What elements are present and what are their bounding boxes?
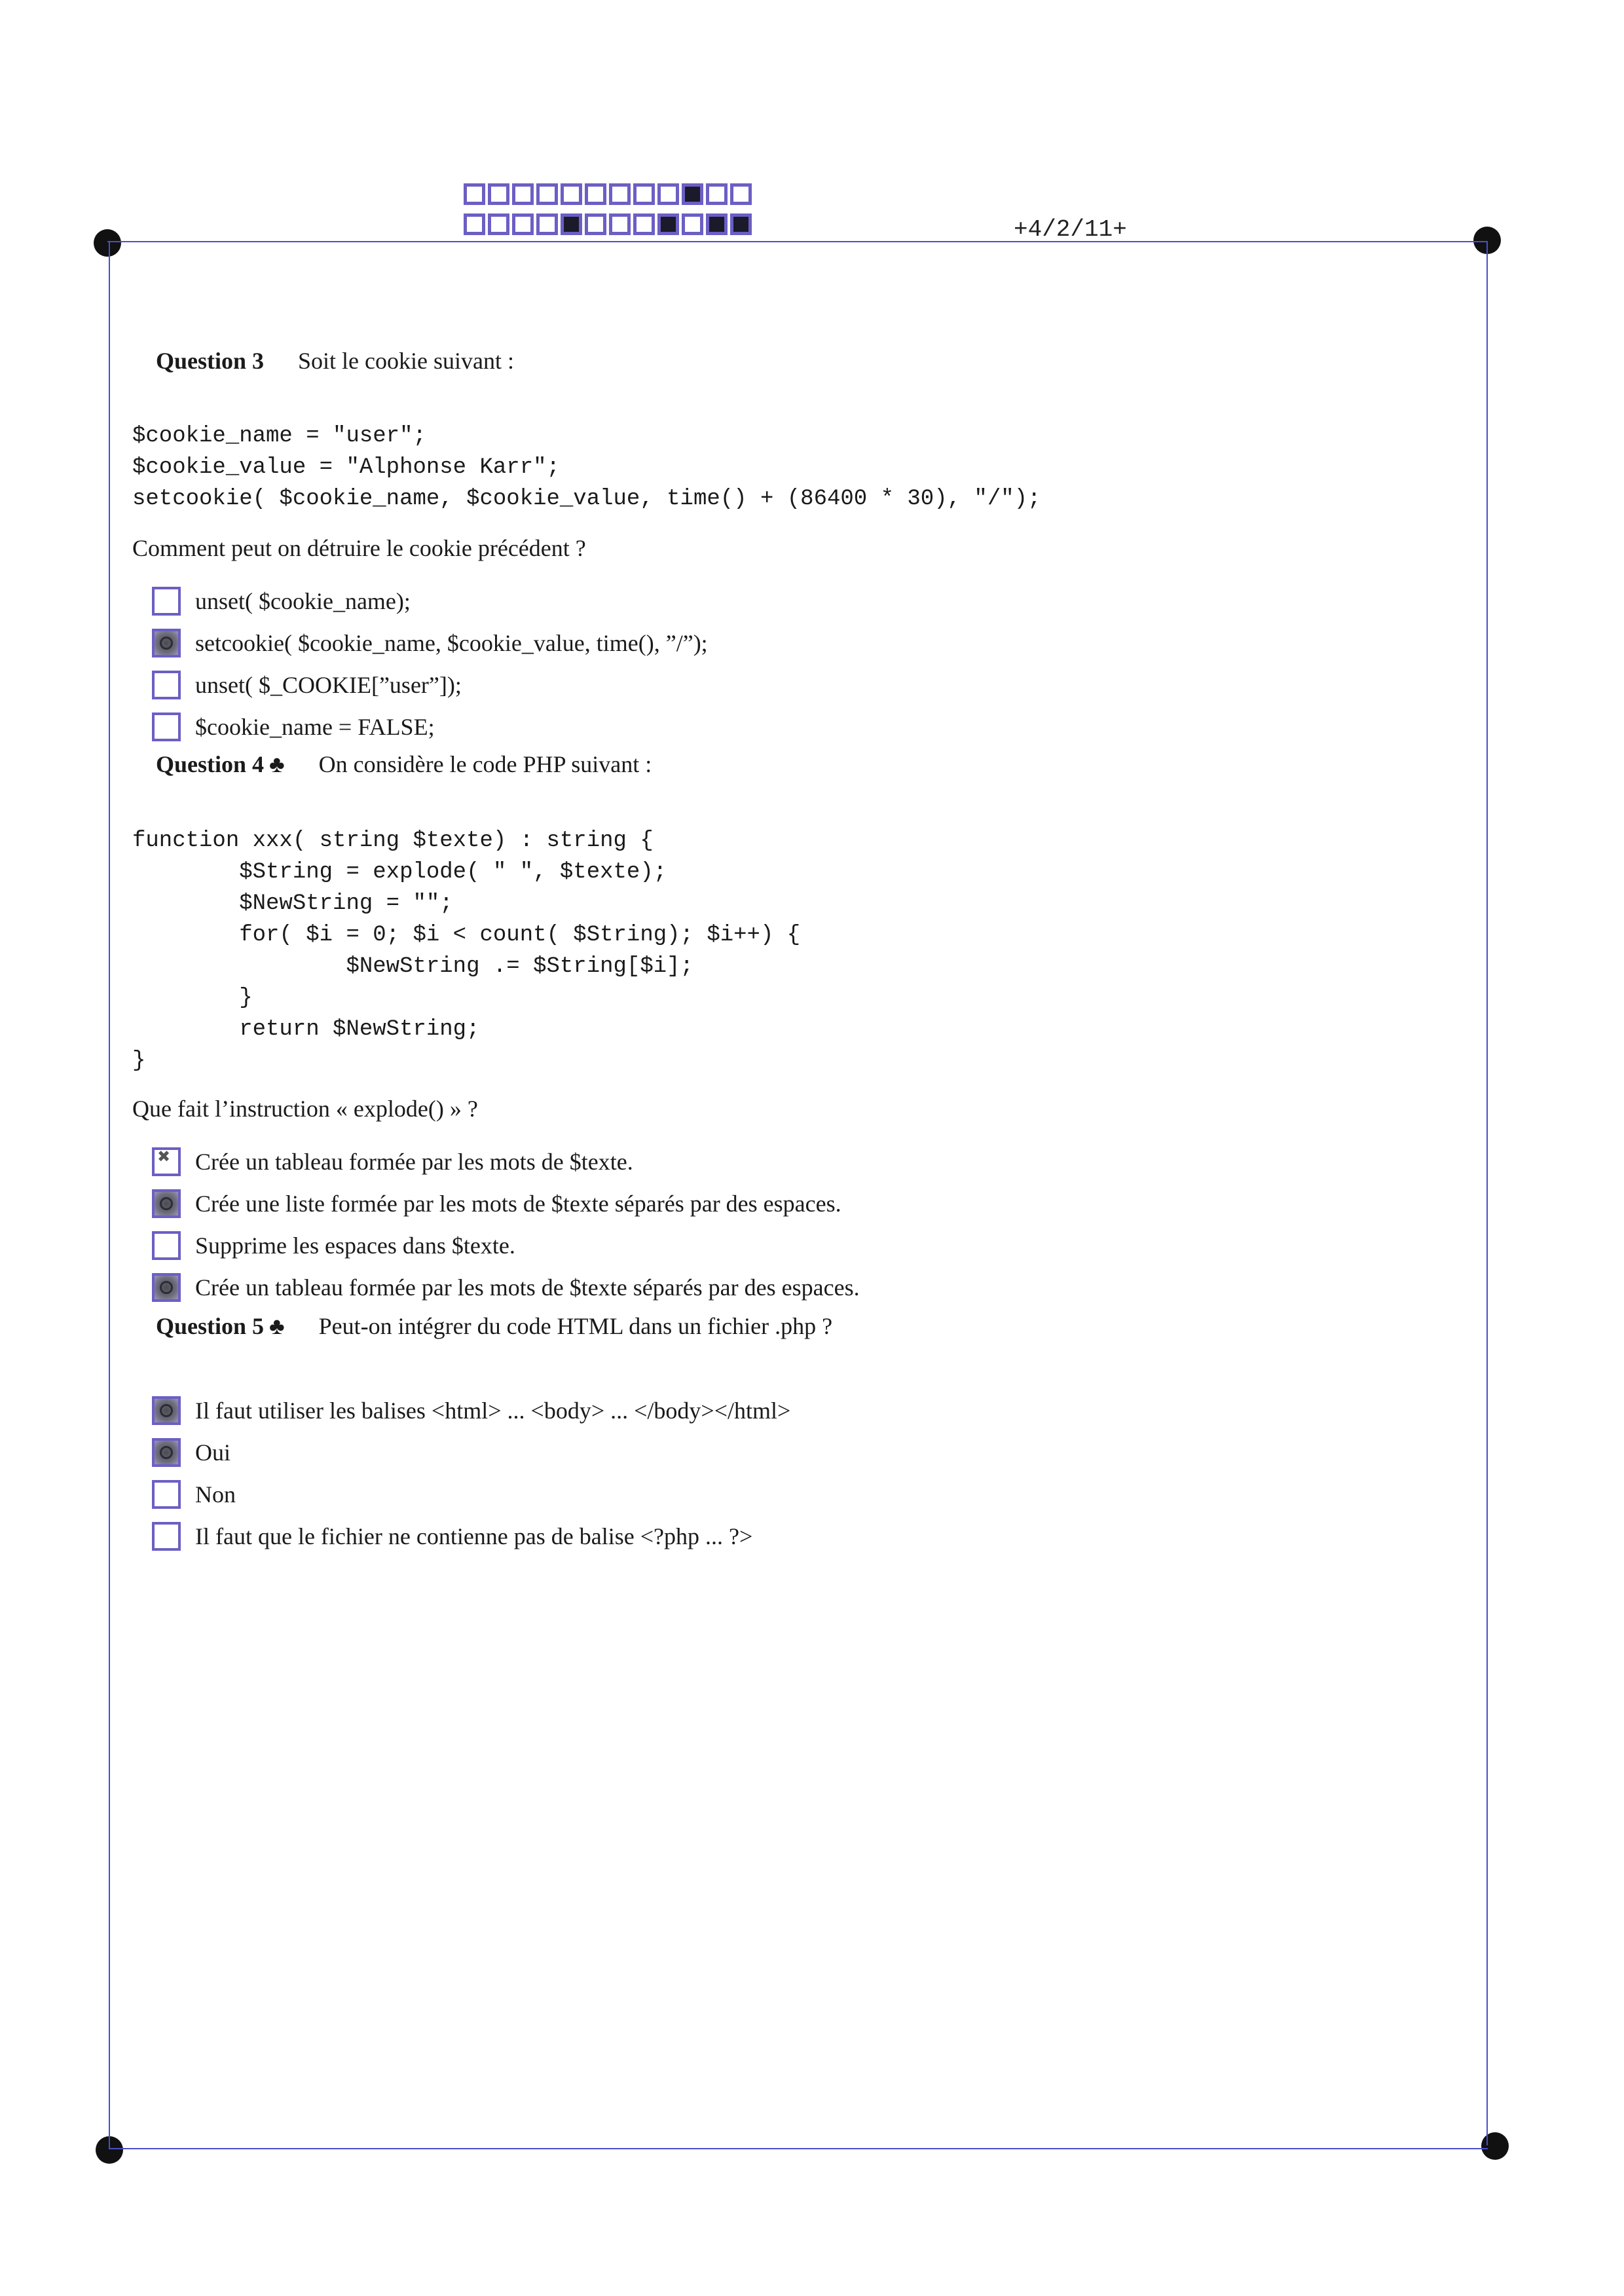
question-title: Peut-on intégrer du code HTML dans un fichier .php ?	[318, 1313, 833, 1339]
answer-list	[132, 1390, 1442, 1557]
club-icon: ♣	[269, 1313, 285, 1339]
answer-text: Crée un tableau formée par les mots de $texte.	[195, 1149, 633, 1175]
barcode-square	[512, 213, 534, 235]
checkbox[interactable]	[152, 587, 181, 616]
barcode-square	[730, 213, 752, 235]
barcode-square	[464, 213, 485, 235]
barcode-square	[682, 213, 703, 235]
frame-left	[109, 242, 110, 2149]
answer-text: Supprime les espaces dans $texte.	[195, 1232, 515, 1259]
checkbox[interactable]	[152, 629, 181, 657]
answer-text: Oui	[195, 1439, 231, 1466]
barcode-square	[536, 213, 558, 235]
checkbox[interactable]	[152, 1189, 181, 1218]
barcode-square	[657, 213, 679, 235]
answer-option[interactable]	[152, 1390, 1442, 1432]
checkbox[interactable]	[152, 1438, 181, 1467]
answer-text: $cookie_name = FALSE;	[195, 714, 435, 740]
question-header	[132, 316, 1442, 406]
answer-option[interactable]	[152, 664, 1442, 706]
answer-option[interactable]	[152, 622, 1442, 664]
answer-option[interactable]	[152, 1141, 1442, 1183]
question-4	[132, 719, 1442, 1308]
answer-text: Crée un tableau formée par les mots de $texte séparés par des espaces.	[195, 1274, 860, 1301]
barcode-square	[536, 183, 558, 205]
checkbox[interactable]	[152, 1231, 181, 1260]
question-prompt: Que fait l’instruction « explode() » ?	[132, 1096, 478, 1122]
barcode-square	[512, 183, 534, 205]
barcode-row-2	[464, 213, 752, 235]
barcode-square	[585, 183, 606, 205]
answer-option[interactable]	[152, 1515, 1442, 1557]
answer-option[interactable]	[152, 1432, 1442, 1473]
question-title: Soit le cookie suivant :	[298, 348, 514, 374]
question-header	[132, 1281, 1442, 1371]
answer-option[interactable]	[152, 580, 1442, 622]
answer-text: Il faut que le fichier ne contienne pas de balise <?php ... ?>	[195, 1523, 753, 1549]
question-label: Question 5 ♣	[156, 1313, 285, 1339]
barcode-square	[464, 183, 485, 205]
barcode-row-1	[464, 183, 752, 205]
checkbox[interactable]	[152, 671, 181, 699]
barcode-square	[585, 213, 606, 235]
question-prompt: Comment peut on détruire le cookie précédent ?	[132, 535, 586, 561]
frame-right	[1486, 241, 1488, 2145]
answer-option[interactable]	[152, 1473, 1442, 1515]
frame-top	[107, 241, 1488, 242]
barcode-square	[561, 213, 582, 235]
code-block: function xxx( string $texte) : string { $String = explode( " ", $texte); $NewString = ""; for( $i = 0; $i < count( $String); $i++) { $NewString .= $String[$i]; } return $NewString; }	[132, 828, 801, 1073]
question-3	[132, 316, 1442, 748]
barcode-square	[657, 183, 679, 205]
barcode-square	[706, 183, 728, 205]
answer-option[interactable]	[152, 1183, 1442, 1225]
question-5	[132, 1281, 1442, 1557]
code-block: $cookie_name = "user"; $cookie_value = "Alphonse Karr"; setcookie( $cookie_name, $cookie_value, time() + (86400 * 30), "/");	[132, 424, 1041, 511]
answer-option[interactable]	[152, 1225, 1442, 1267]
barcode-square	[488, 183, 509, 205]
barcode-square	[706, 213, 728, 235]
barcode-square	[609, 213, 631, 235]
barcode-square	[561, 183, 582, 205]
answer-text: unset( $cookie_name);	[195, 588, 411, 614]
question-label: Question 4 ♣	[156, 751, 285, 777]
answer-text: Non	[195, 1481, 236, 1508]
question-title: On considère le code PHP suivant :	[318, 751, 652, 777]
answer-text: Il faut utiliser les balises <html> ... <body> ... </body></html>	[195, 1398, 791, 1424]
question-header	[132, 719, 1442, 809]
club-icon: ♣	[269, 751, 285, 777]
frame-bottom	[109, 2148, 1488, 2149]
barcode-square	[682, 183, 703, 205]
answer-text: Crée une liste formée par les mots de $texte séparés par des espaces.	[195, 1191, 841, 1217]
barcode-square	[633, 183, 655, 205]
registration-mark-top-left	[94, 229, 121, 257]
barcode-square	[609, 183, 631, 205]
checkbox[interactable]	[152, 1480, 181, 1509]
barcode-square	[633, 213, 655, 235]
checkbox[interactable]	[152, 1396, 181, 1425]
barcode-square	[488, 213, 509, 235]
barcode-square	[730, 183, 752, 205]
answer-text: setcookie( $cookie_name, $cookie_value, time(), ”/”);	[195, 630, 708, 656]
answer-text: unset( $_COOKIE[”user”]);	[195, 672, 462, 698]
question-label: Question 3	[156, 348, 265, 374]
registration-mark-bottom-right	[1481, 2132, 1509, 2160]
page-id: +4/2/11+	[1014, 216, 1127, 243]
checkbox[interactable]	[152, 1147, 181, 1176]
checkbox[interactable]	[152, 1522, 181, 1551]
